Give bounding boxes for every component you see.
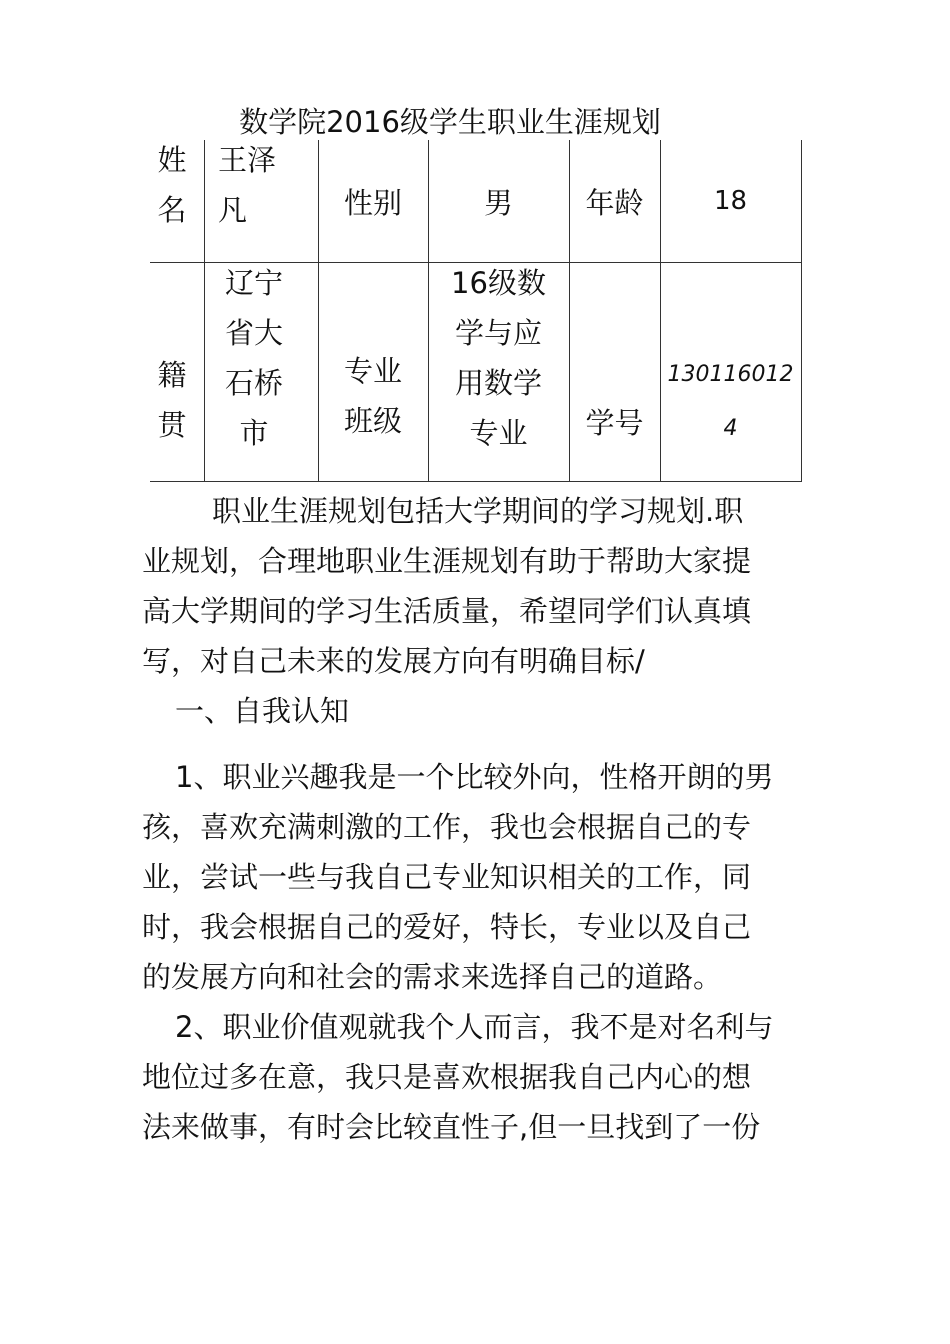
age-label: 年龄 (585, 186, 644, 220)
table-divider (801, 140, 802, 482)
origin-value: 辽宁 省大 石桥 市 (224, 266, 283, 450)
intro-line: 高大学期间的学习生活质量，希望同学们认真填 (142, 594, 752, 628)
name-label: 姓 名 (157, 143, 187, 227)
item2-line: 法来做事，有时会比较直性子,但一旦找到了一份 (142, 1110, 761, 1144)
gender-label: 性别 (343, 186, 402, 220)
item2-line: 地位过多在意，我只是喜欢根据我自己内心的想 (142, 1060, 752, 1094)
item1-line: 业，尝试一些与我自己专业知识相关的工作，同 (142, 860, 752, 894)
item1-line: 时，我会根据自己的爱好，特长，专业以及自己 (142, 910, 752, 944)
major-label: 专业 班级 (343, 354, 402, 438)
name-value: 王泽 凡 (218, 143, 277, 227)
intro-line: 写，对自己未来的发展方向有明确目标/ (142, 644, 645, 678)
item1-line: 1、职业兴趣我是一个比较外向，性格开朗的男 (175, 760, 774, 794)
intro-line: 业规划，合理地职业生涯规划有助于帮助大家提 (142, 544, 752, 578)
item1-line: 的发展方向和社会的需求来选择自己的道路。 (142, 960, 723, 994)
page-title: 数学院2016级学生职业生涯规划 (239, 105, 661, 139)
item1-line: 孩，喜欢充满刺激的工作，我也会根据自己的专 (142, 810, 752, 844)
section-heading: 一、自我认知 (175, 694, 350, 728)
origin-label: 籍 贯 (157, 358, 187, 442)
student-id-label: 学号 (585, 406, 644, 440)
intro-line: 职业生涯规划包括大学期间的学习规划.职 (212, 494, 744, 528)
age-value: 18 (713, 186, 748, 216)
table-divider (150, 481, 802, 482)
gender-value: 男 (483, 186, 513, 220)
table-divider (204, 140, 205, 482)
item2-line: 2、职业价值观就我个人而言，我不是对名利与 (175, 1010, 774, 1044)
major-value: 16级数 学与应 用数学 专业 (451, 266, 546, 450)
student-id-value: 130116012 4 (667, 362, 794, 441)
